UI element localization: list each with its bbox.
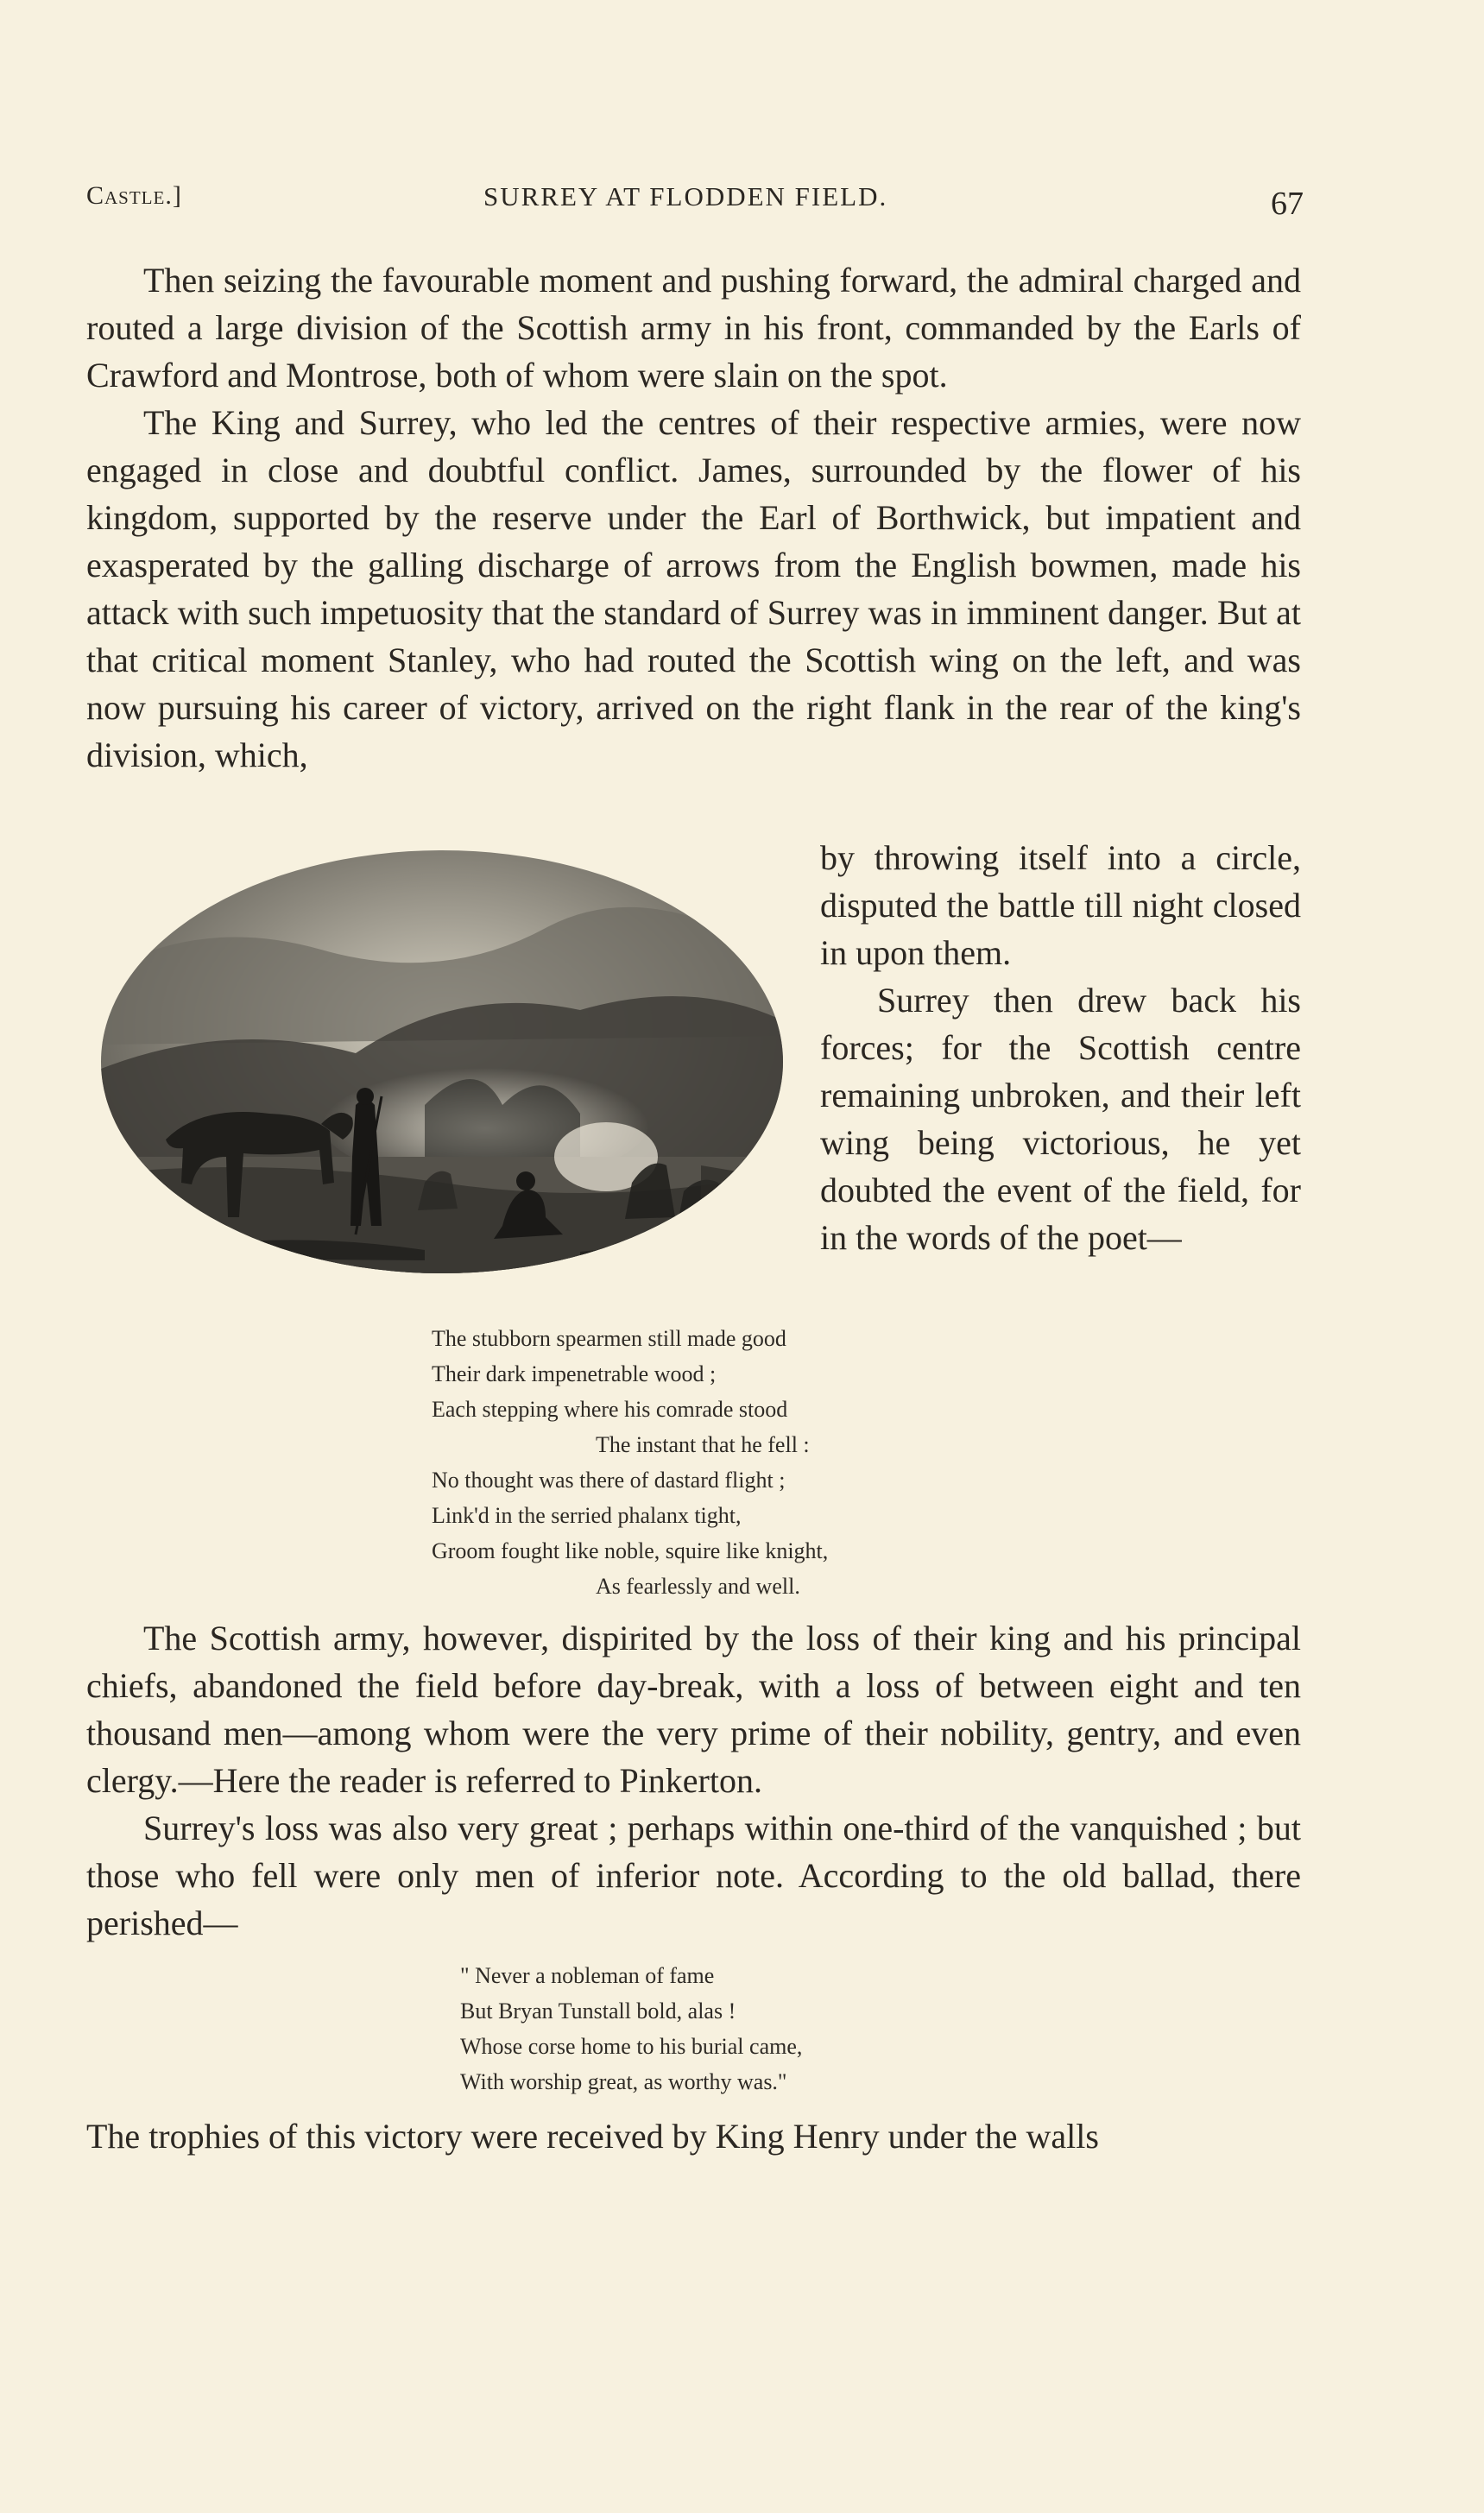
verse-line: The instant that he fell : xyxy=(596,1432,810,1457)
verse-line: With worship great, as worthy was." xyxy=(460,2069,787,2094)
verse-line: " Never a nobleman of fame xyxy=(460,1963,715,1988)
text-block-middle xyxy=(86,1614,1301,1947)
paragraph: Surrey then drew back his forces; for the Scottish centre remaining unbroken, and their left wing being victorious, he yet doubted the event of the field, for in the words of the poet— xyxy=(820,981,1301,1257)
page-number: 67 xyxy=(1271,186,1304,222)
verse-line: Groom fought like noble, squire like knight, xyxy=(432,1538,829,1563)
paragraph: Then seizing the favourable moment and pushing forward, the admiral charged and routed a large division of the Scottish army in his front, commanded by the Earls of Crawford and Montrose, both of whom were slain on the spot. xyxy=(86,261,1301,395)
paragraph: Surrey's loss was also very great ; perhaps within one-third of the vanquished ; but those who fell were only men of inferior note. According to the old ballad, there perished— xyxy=(86,1809,1301,1942)
verse-line: As fearlessly and well. xyxy=(596,1574,800,1599)
verse-quotation xyxy=(432,1321,828,1604)
paragraph: The Scottish army, however, dispirited by the loss of their king and his principal chiefs, abandoned the field before day-break, with a loss of between eight and ten thousand men—among whom were the very prime of their nobility, gentry, and even clergy.—Here the reader is referred to Pinkerton. xyxy=(86,1619,1301,1800)
verse-line: But Bryan Tunstall bold, alas ! xyxy=(460,1998,736,2024)
verse-line: No thought was there of dastard flight ; xyxy=(432,1468,786,1493)
header-section-label: Castle.] xyxy=(86,181,182,210)
verse-line: Link'd in the serried phalanx tight, xyxy=(432,1503,742,1528)
text-block-top xyxy=(86,256,1301,779)
paragraph: The King and Surrey, who led the centres of their respective armies, were now engaged in close and doubtful conflict. James, surrounded by the flower of his kingdom, supported by the reserve under the Earl of Borthwick, but impatient and exasperated by the galling discharge of arrows from the English bowmen, made his attack with such impetuosity that the standard of Surrey was in imminent danger. But at that critical moment Stanley, who had routed the Scottish wing on the left, and was now pursuing his career of victory, arrived on the right flank in the rear of the king's division, which, xyxy=(86,403,1301,774)
header-title: SURREY AT FLODDEN FIELD. xyxy=(483,181,888,212)
ballad-quotation xyxy=(460,1958,802,2099)
engraving-illustration xyxy=(97,846,796,1299)
paragraph: The trophies of this victory were received by King Henry under the walls xyxy=(86,2117,1099,2156)
verse-line: Each stepping where his comrade stood xyxy=(432,1397,788,1422)
running-head xyxy=(86,181,1304,224)
verse-line: Whose corse home to his burial came, xyxy=(460,2034,803,2059)
verse-line: Their dark impenetrable wood ; xyxy=(432,1361,717,1386)
text-block-bottom xyxy=(86,2112,1301,2160)
verse-line: The stubborn spearmen still made good xyxy=(432,1326,786,1351)
paragraph-continuation: by throwing itself into a circle, disputed the battle till night closed in upon them. xyxy=(820,838,1301,972)
wrapped-text-column xyxy=(820,834,1301,1261)
